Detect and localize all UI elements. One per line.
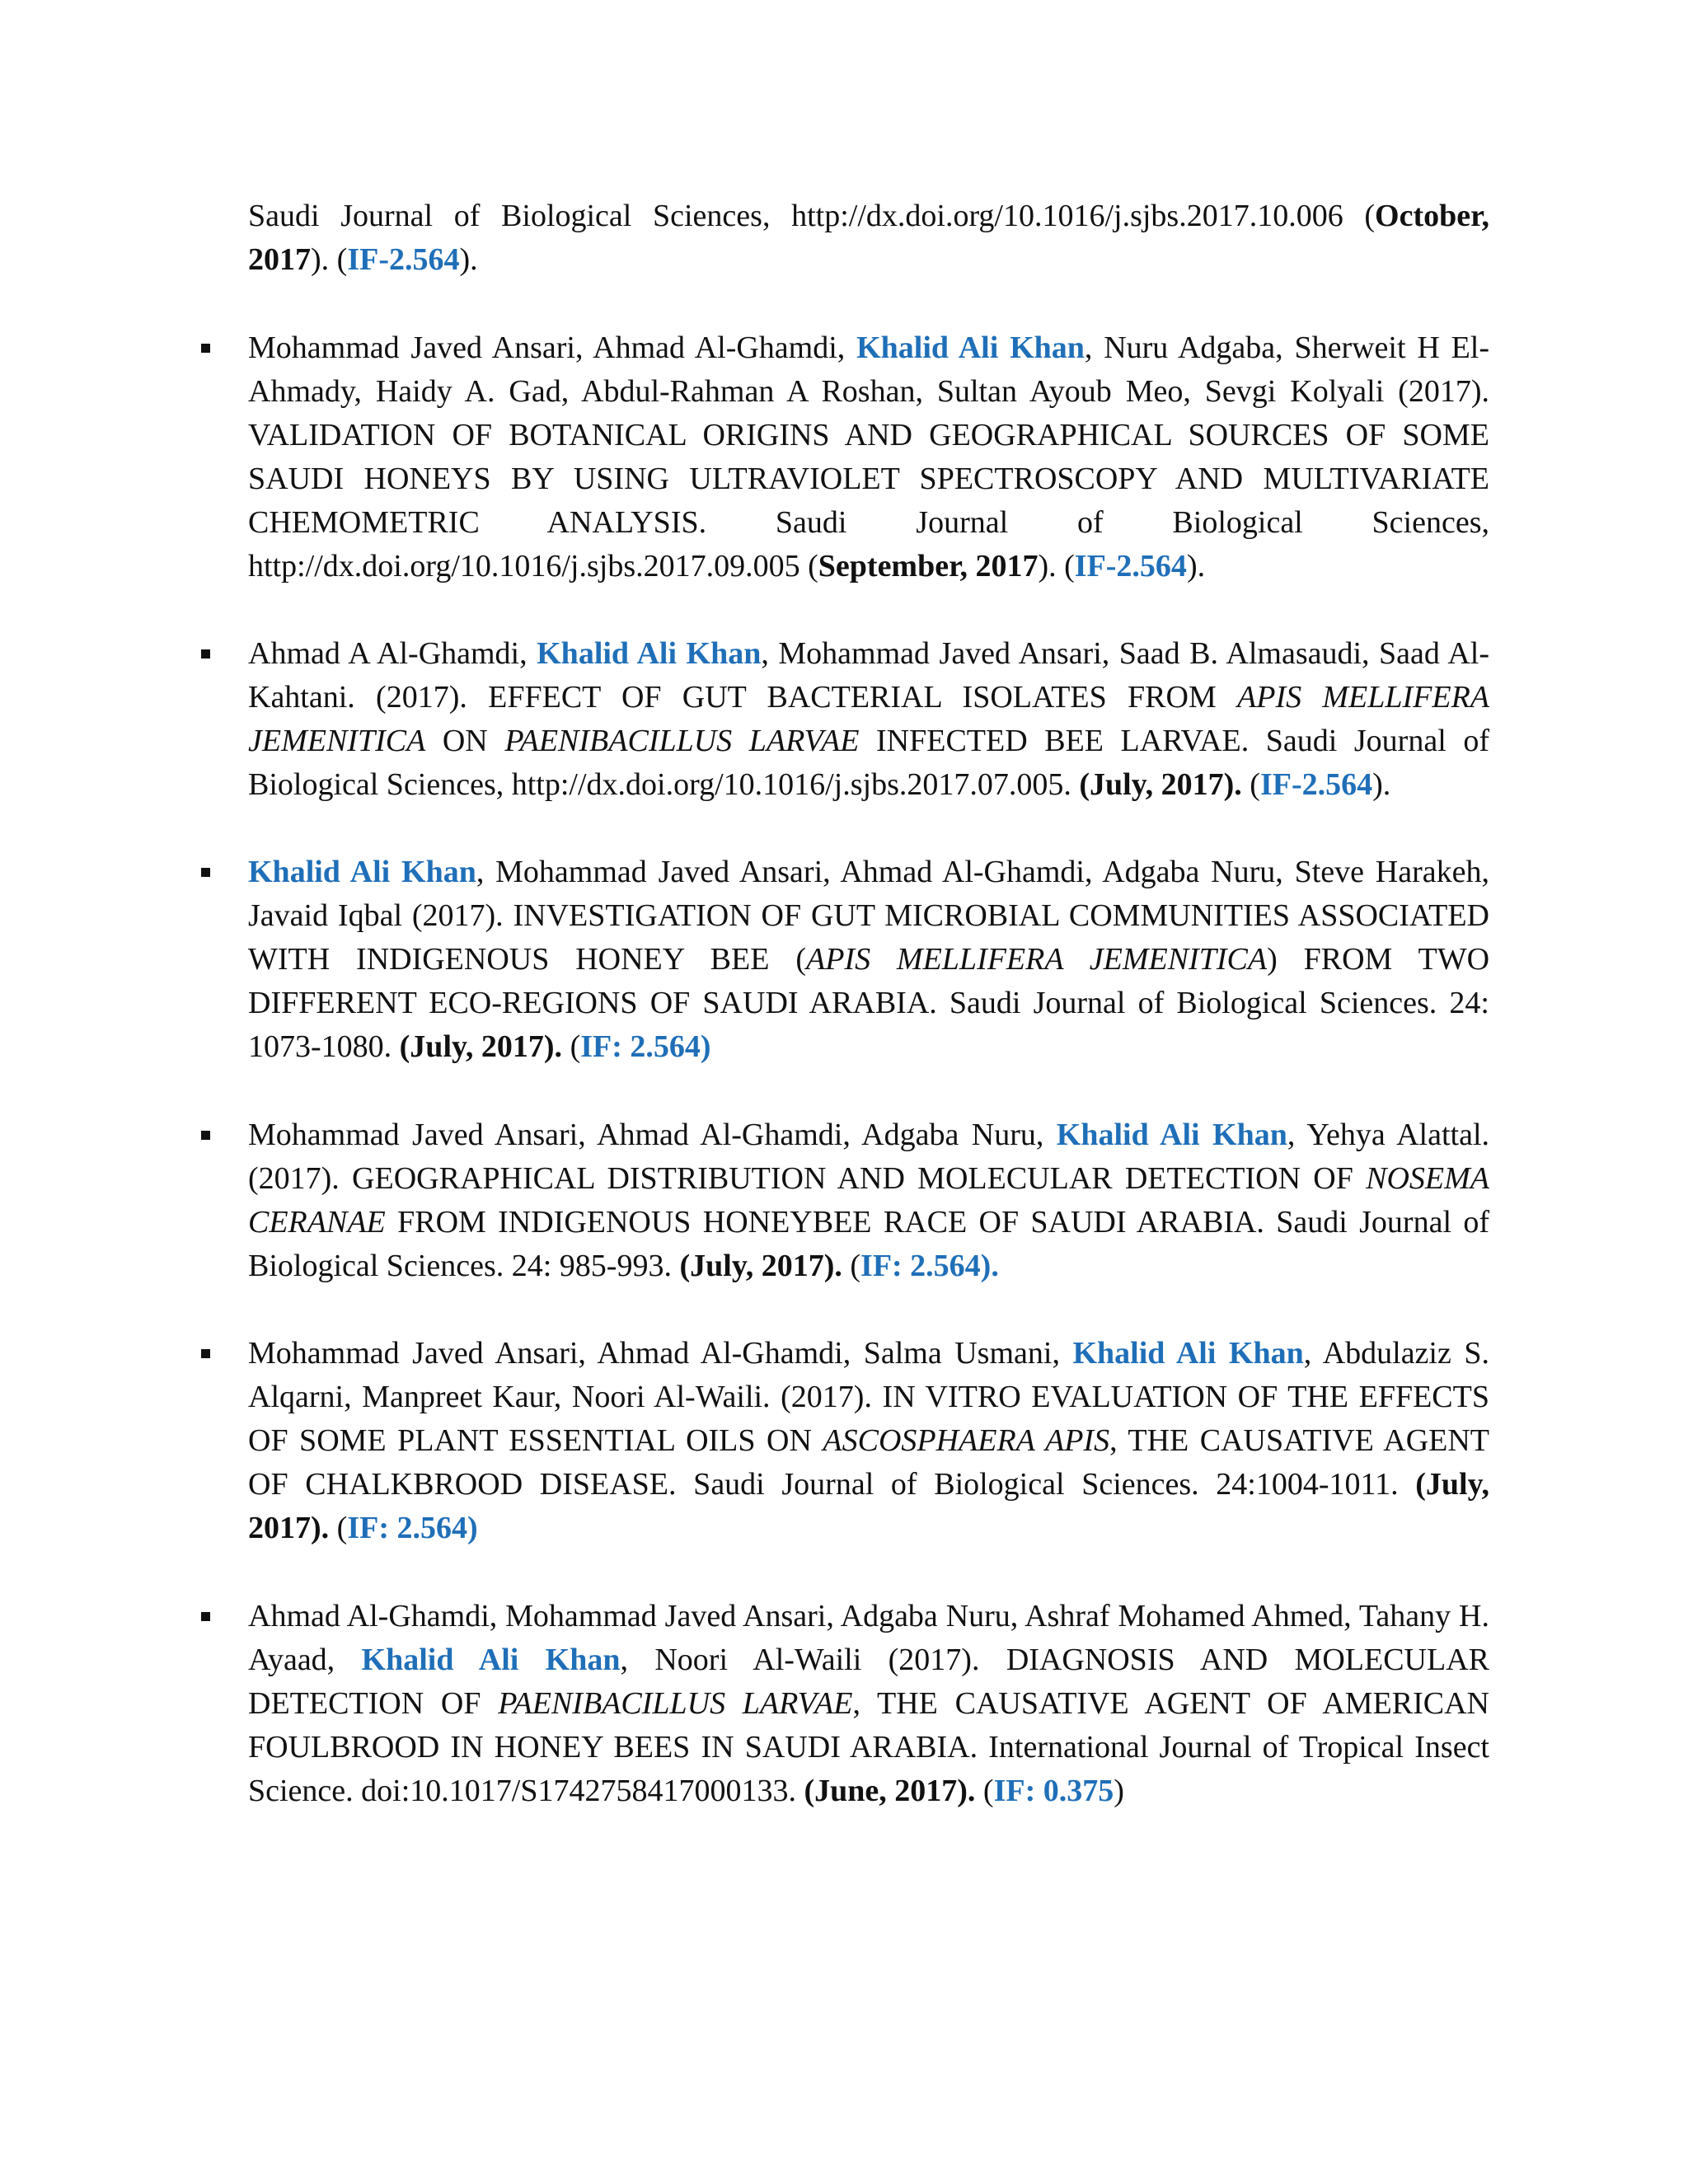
- bullet-icon: [201, 1349, 210, 1358]
- punct: (: [329, 1511, 348, 1545]
- continuation-paragraph: [248, 194, 1489, 282]
- punct: ).: [459, 242, 478, 277]
- publication-entry: [248, 851, 1489, 1069]
- punct: ).: [1186, 549, 1206, 583]
- impact-factor: IF: 2.564): [347, 1511, 478, 1545]
- pub-date: (July, 2017).: [248, 1467, 1489, 1545]
- impact-factor: IF-2.564: [347, 242, 460, 277]
- punct: (: [562, 1029, 581, 1064]
- highlighted-author: Khalid Ali Khan: [1072, 1336, 1304, 1371]
- bullet-icon: [201, 1612, 210, 1621]
- citation-text: , Yehya Alattal. (2017). GEOGRAPHICAL DISTRIBUTION AND MOLECULAR DETECTION OF: [248, 1118, 1489, 1196]
- publication-entry: [248, 1595, 1489, 1813]
- publication-entry: [248, 326, 1489, 588]
- citation-text: FROM INDIGENOUS HONEYBEE RACE OF SAUDI ARABIA. Saudi Journal of Biological Sciences. 24: 985-993.: [248, 1205, 1489, 1283]
- impact-factor: IF: 2.564): [580, 1029, 711, 1064]
- highlighted-author: Khalid Ali Khan: [1056, 1118, 1287, 1152]
- pub-date: (June, 2017).: [804, 1774, 976, 1808]
- impact-factor: IF-2.564: [1259, 767, 1373, 802]
- citation-text: , Nuru Adgaba, Sherweit H El-Ahmady, Haidy A. Gad, Abdul-Rahman A Roshan, Sultan Ayoub Meo, Sevgi Kolyali (2017). VALIDATION OF BOTANICAL ORIGINS AND GEOGRAPHICAL SOURCES OF SOME SAUDI HONEYS BY USING ULTRAVIOLET SPECTROSCOPY AND MULTIVARIATE CHEMOMETRIC ANALYSIS. Saudi Journal of Biological Sciences, http://dx.doi.org/10.1016/j.sjbs.2017.09.005 (: [248, 330, 1489, 583]
- highlighted-author: Khalid Ali Khan: [537, 636, 762, 671]
- publication-entry: [248, 1332, 1489, 1550]
- citation-text: , THE CAUSATIVE AGENT OF CHALKBROOD DISEASE. Saudi Journal of Biological Sciences. 24:1004-1011.: [248, 1423, 1489, 1502]
- pub-date: October, 2017: [248, 199, 1489, 277]
- pub-date: (July, 2017).: [399, 1029, 563, 1064]
- publication-entry: [248, 632, 1489, 807]
- citation-text: , Noori Al-Waili (2017). DIAGNOSIS AND MOLECULAR DETECTION OF: [248, 1643, 1489, 1721]
- punct: ): [1114, 1774, 1124, 1808]
- citation-text: , THE CAUSATIVE AGENT OF AMERICAN FOULBROOD IN HONEY BEES IN SAUDI ARABIA. International Journal of Tropical Insect Science. doi:10.1017/S1742758417000133.: [248, 1686, 1489, 1808]
- citation-text: ON: [425, 724, 505, 758]
- citation-text: , Abdulaziz S. Alqarni, Manpreet Kaur, Noori Al-Waili. (2017). IN VITRO EVALUATION OF THE EFFECTS OF SOME PLANT ESSENTIAL OILS ON: [248, 1336, 1490, 1458]
- pub-date: (July, 2017).: [1079, 767, 1242, 802]
- species-name: APIS MELLIFERA JEMENITICA: [248, 680, 1489, 758]
- bullet-icon: [201, 649, 210, 658]
- highlighted-author: Khalid Ali Khan: [248, 855, 476, 889]
- citation-text: ) FROM TWO DIFFERENT ECO-REGIONS OF SAUDI ARABIA. Saudi Journal of Biological Sciences. 24: 1073-1080.: [248, 942, 1490, 1064]
- pub-date: September, 2017: [818, 549, 1039, 583]
- impact-factor: IF: 0.375: [993, 1774, 1114, 1808]
- citation-text: , Mohammad Javed Ansari, Ahmad Al-Ghamdi, Adgaba Nuru, Steve Harakeh, Javaid Iqbal (2017). INVESTIGATION OF GUT MICROBIAL COMMUNITIES ASSOCIATED WITH INDIGENOUS HONEY BEE (: [248, 855, 1489, 977]
- species-name: ASCOSPHAERA APIS: [823, 1423, 1110, 1458]
- bullet-icon: [201, 344, 210, 353]
- highlighted-author: Khalid Ali Khan: [361, 1643, 621, 1677]
- authors: Ahmad Al-Ghamdi, Mohammad Javed Ansari, Adgaba Nuru, Ashraf Mohamed Ahmed, Tahany H. Ayaad,: [248, 1599, 1489, 1677]
- authors: Mohammad Javed Ansari, Ahmad Al-Ghamdi,: [248, 330, 857, 365]
- impact-factor: IF-2.564: [1074, 549, 1187, 583]
- impact-factor: IF: 2.564).: [860, 1249, 999, 1283]
- publication-entry: [248, 1113, 1489, 1288]
- species-name: NOSEMA CERANAE: [248, 1161, 1489, 1240]
- bullet-icon: [201, 1131, 210, 1140]
- punct: ). (: [1038, 549, 1075, 583]
- species-name: PAENIBACILLUS LARVAE: [504, 724, 860, 758]
- punct: ). (: [311, 242, 348, 277]
- authors: Mohammad Javed Ansari, Ahmad Al-Ghamdi, Salma Usmani,: [248, 1336, 1073, 1371]
- punct: (: [842, 1249, 861, 1283]
- citation-text: INFECTED BEE LARVAE. Saudi Journal of Biological Sciences, http://dx.doi.org/10.1016/j.sjbs.2017.07.005.: [248, 724, 1489, 802]
- bullet-icon: [201, 868, 210, 877]
- authors: Mohammad Javed Ansari, Ahmad Al-Ghamdi, Adgaba Nuru,: [248, 1118, 1057, 1152]
- species-name: APIS MELLIFERA JEMENITICA: [805, 942, 1268, 977]
- authors: Ahmad A Al-Ghamdi,: [248, 636, 537, 671]
- punct: ).: [1372, 767, 1391, 802]
- punct: (: [1241, 767, 1260, 802]
- continuation-text: Saudi Journal of Biological Sciences, http://dx.doi.org/10.1016/j.sjbs.2017.10.006 (: [248, 199, 1376, 233]
- highlighted-author: Khalid Ali Khan: [856, 330, 1085, 365]
- citation-text: , Mohammad Javed Ansari, Saad B. Almasaudi, Saad Al-Kahtani. (2017). EFFECT OF GUT BACTERIAL ISOLATES FROM: [248, 636, 1489, 715]
- species-name: PAENIBACILLUS LARVAE: [498, 1686, 853, 1721]
- punct: (: [975, 1774, 994, 1808]
- pub-date: (July, 2017).: [679, 1249, 842, 1283]
